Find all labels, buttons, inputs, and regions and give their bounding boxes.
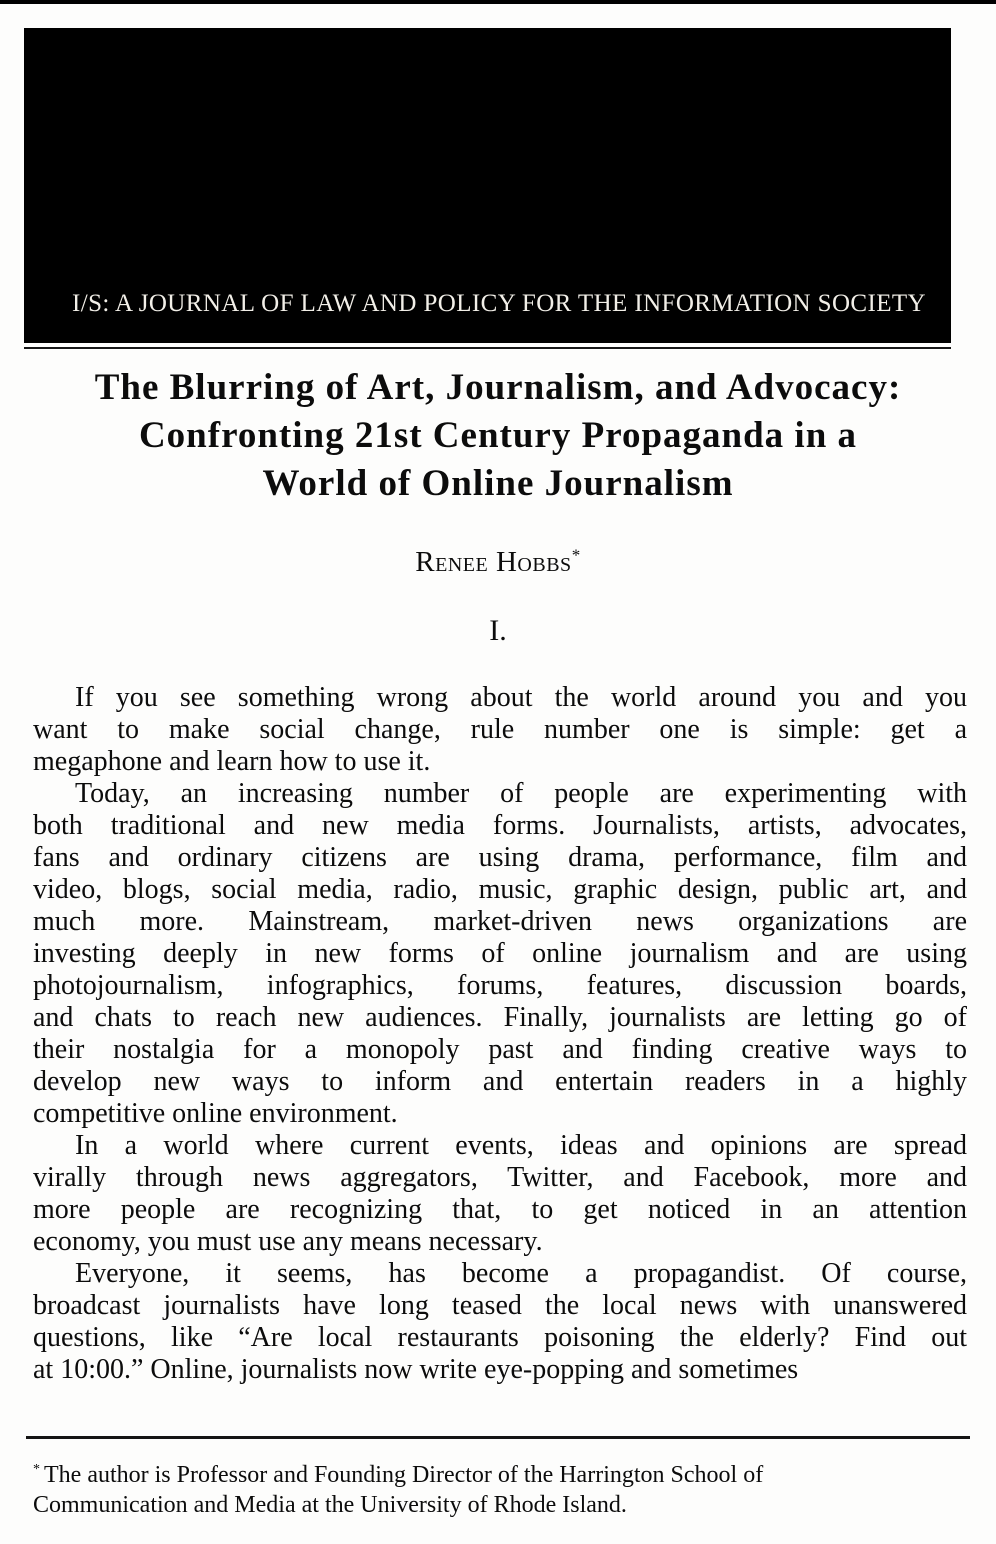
body-line: more people are recognizing that, to get noticed in an attention [33,1194,967,1225]
body-line: competitive online environment. [33,1098,398,1129]
author-byline [33,546,963,579]
author-name: Renee Hobbs [415,546,572,578]
body-line: develop new ways to inform and entertain readers in a highly [33,1066,967,1097]
body-text [33,682,967,1386]
banner-underline [24,347,951,349]
body-line: investing deeply in new forms of online journalism and are using [33,938,967,969]
paragraph [33,1130,967,1258]
article-title-line: World of Online Journalism [262,463,734,504]
footnote-marker: * [33,1462,40,1477]
body-line: megaphone and learn how to use it. [33,746,431,777]
body-line: their nostalgia for a monopoly past and finding creative ways to [33,1034,967,1065]
footnote-line: Communication and Media at the University of Rhode Island. [33,1492,627,1518]
body-line: virally through news aggregators, Twitter, and Facebook, more and [33,1162,967,1193]
paragraph [33,778,967,1130]
body-line: photojournalism, infographics, forums, features, discussion boards, [33,970,967,1001]
body-line: video, blogs, social media, radio, music, graphic design, public art, and [33,874,967,905]
body-line: broadcast journalists have long teased the local news with unanswered [33,1290,967,1321]
article-title-line: Confronting 21st Century Propaganda in a [138,415,858,456]
body-line: at 10:00.” Online, journalists now write eye-popping and sometimes [33,1354,799,1385]
footnote-line [33,1460,967,1490]
body-line: fans and ordinary citizens are using drama, performance, film and [33,842,967,873]
journal-name: I/S: A JOURNAL OF LAW AND POLICY FOR THE INFORMATION SOCIETY [72,289,927,317]
body-line: economy, you must use any means necessary. [33,1226,543,1257]
paragraph [33,682,967,778]
body-line: If you see something wrong about the world around you and you [75,682,967,713]
section-heading: I. [489,614,507,647]
body-line: In a world where current events, ideas and opinions are spread [75,1130,967,1161]
author-footnote-marker: * [571,545,581,565]
article-title-line: The Blurring of Art, Journalism, and Advocacy: [94,367,902,408]
paragraph [33,1258,967,1386]
body-line: questions, like “Are local restaurants poisoning the elderly? Find out [33,1322,967,1353]
footnote [33,1460,967,1520]
journal-masthead-banner [24,28,951,343]
article-title [33,364,963,508]
footnote-text: The author is Professor and Founding Director of the Harrington School of [44,1462,764,1488]
scan-edge-artifact [0,0,996,4]
body-line: Today, an increasing number of people are experimenting with [75,778,967,809]
body-line: and chats to reach new audiences. Finally, journalists are letting go of [33,1002,967,1033]
body-line: want to make social change, rule number one is simple: get a [33,714,967,745]
body-line: much more. Mainstream, market-driven news organizations are [33,906,967,937]
body-line: Everyone, it seems, has become a propagandist. Of course, [75,1258,967,1289]
footnote-separator-rule [26,1436,970,1439]
body-line: both traditional and new media forms. Journalists, artists, advocates, [33,810,967,841]
